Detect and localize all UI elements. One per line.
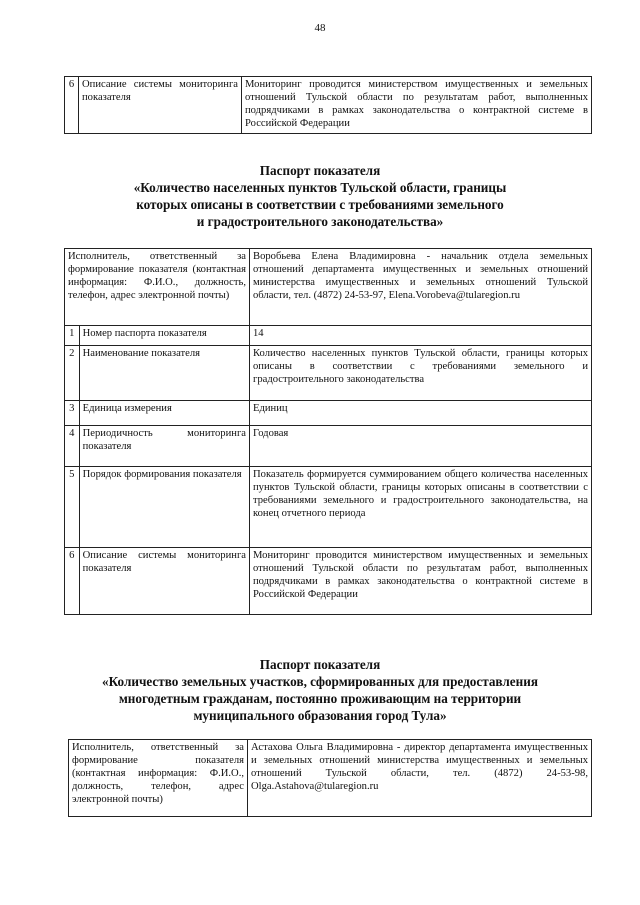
row-label: Единица измерения (79, 401, 249, 426)
passport2-name-line1: «Количество земельных участков, сформированных для предоставления (102, 674, 538, 689)
table-row (65, 346, 592, 401)
row-number: 4 (65, 426, 80, 467)
passport1-name-line3: и градостроительного законодательства» (196, 214, 444, 229)
passport1-title: Паспорт показателя (259, 163, 381, 178)
row-label: Описание системы мониторинга показателя (79, 77, 242, 134)
top-passport-table (64, 76, 592, 134)
table-row (65, 326, 592, 346)
passport2-heading (0, 656, 640, 724)
executor-label: Исполнитель, ответственный за формирование показателя (контактная информация: Ф.И.О., должность, телефон, адрес электронной почты) (69, 740, 248, 817)
executor-label: Исполнитель, ответственный за формирование показателя (контактная информация: Ф.И.О., должность, телефон, адрес электронной почты) (65, 249, 250, 326)
passport2-table (68, 739, 592, 817)
row-number: 3 (65, 401, 80, 426)
passport2-title: Паспорт показателя (259, 657, 381, 672)
executor-value: Воробьева Елена Владимировна - начальник отдела земельных отношений департамента имущественных и земельных отношений министерства имущественных и земельных отношений Тульской области, тел. (4872) 24-53-97, Elena.Vorobeva@tularegion.ru (250, 249, 592, 326)
row-label: Наименование показателя (79, 346, 249, 401)
page-number: 48 (314, 22, 326, 34)
row-number: 2 (65, 346, 80, 401)
table-row (65, 401, 592, 426)
passport1-name-line1: «Количество населенных пунктов Тульской области, границы (133, 180, 507, 195)
executor-row (69, 740, 592, 817)
row-value: 14 (250, 326, 592, 346)
row-value: Годовая (250, 426, 592, 467)
row-number: 6 (65, 77, 79, 134)
table-row (65, 77, 592, 134)
row-value: Показатель формируется суммированием общего количества населенных пунктов Тульской области, границы которых описаны в соответствии с требованиями земельного и градостроительного законодательства, на конец отчетного периода (250, 467, 592, 548)
passport1-heading (0, 162, 640, 230)
row-value: Единиц (250, 401, 592, 426)
table-row (65, 548, 592, 615)
row-label: Порядок формирования показателя (79, 467, 249, 548)
row-number: 6 (65, 548, 80, 615)
passport2-name-line3: муниципального образования город Тула» (193, 708, 447, 723)
row-label: Номер паспорта показателя (79, 326, 249, 346)
passport2-name-line2: многодетным гражданам, постоянно проживающим на территории (118, 691, 522, 706)
row-number: 5 (65, 467, 80, 548)
row-number: 1 (65, 326, 80, 346)
passport1-table (64, 248, 592, 615)
executor-value: Астахова Ольга Владимировна - директор департамента имущественных и земельных отношений министерства имущественных и земельных отношений Тульской области, тел. (4872) 24-53-98, Olga.Astahova@tularegion.ru (248, 740, 592, 817)
row-label: Описание системы мониторинга показателя (79, 548, 249, 615)
row-value: Мониторинг проводится министерством имущественных и земельных отношений Тульской области по результатам работ, выполненных подрядчиками в рамках законодательства о контрактной системе в Российской Федерации (242, 77, 592, 134)
row-label: Периодичность мониторинга показателя (79, 426, 249, 467)
row-value: Количество населенных пунктов Тульской области, границы которых описаны в соответствии с требованиями земельного и градостроительного законодательства (250, 346, 592, 401)
passport1-name-line2: которых описаны в соответствии с требованиями земельного (136, 197, 504, 212)
table-row (65, 426, 592, 467)
row-value: Мониторинг проводится министерством имущественных и земельных отношений Тульской области по результатам работ, выполненных подрядчиками в рамках законодательства о контрактной системе в Российской Федерации (250, 548, 592, 615)
table-row (65, 467, 592, 548)
executor-row (65, 249, 592, 326)
